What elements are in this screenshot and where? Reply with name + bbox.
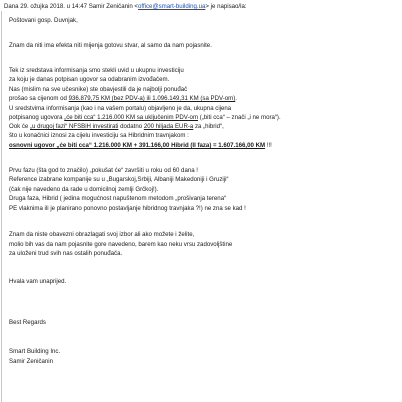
- p2-line-8: što u konačnici iznosi za cijelu investiciju sa Hibridnim travnjakom :: [9, 132, 189, 139]
- offer-price: 936.879,75 KM (bez PDV-a) ili 1.096.149,31 KM (sa PDV-om): [68, 95, 236, 102]
- header-prefix: Dana 29. ožujka 2018. u 14:47 Samir Zeničanin <: [4, 3, 138, 10]
- total-investment: osnovni ugovor „će biti cca“ 1.216.000 KM + 391.166,00 Hibrid (II faza) = 1.607.166,00 KM: [9, 142, 266, 149]
- p2-line-7-post: za „hibrid“,: [193, 123, 224, 130]
- thanks-line: Hvala vam unaprijed.: [9, 278, 67, 285]
- p3-line-2: Reference izabrane kompanije su u „Bugarskoj,Srbiji, Albaniji Makedoniji i Gruziji“: [9, 176, 229, 183]
- hybrid-amount: 200 hiljada EUR-a: [143, 123, 194, 130]
- signature-name: Samir Zeničanin: [9, 358, 54, 365]
- second-phase-text: „u drugoj fazi“ NFSBiH investirati: [30, 123, 119, 130]
- p2-line-6-post: („biti cca“ – znači „i ne mora“).: [198, 114, 281, 121]
- p4-line-3: za uloženi trud svih nas ostalih ponuđača.: [9, 250, 123, 257]
- p2-line-6: [9, 113, 281, 122]
- contract-price: „će biti cca“ 1.216.000 KM sa uključenim PDV-om: [64, 114, 199, 121]
- header-suffix: > je napisao/la:: [205, 3, 247, 10]
- p2-line-1: Tek iz sredstava informisanja smo stekli uvid u ukupnu investiciju: [9, 67, 184, 74]
- p2-line-7-pre: Ook će: [9, 123, 30, 130]
- p2-line-5: U sredstvima informisanja (kao i na vašem portalu) objavljeno je da, ukupna cijena: [9, 105, 232, 112]
- email-header: [4, 2, 247, 11]
- p2-line-7-mid: dodatno: [118, 123, 144, 130]
- p2-line-4: [9, 94, 237, 103]
- p2-line-4-post: .: [235, 95, 237, 102]
- p2-line-7: [9, 122, 224, 131]
- p2-line-6-pre: potpisanog ugovora: [9, 114, 65, 121]
- signature-company: Smart Building Inc.: [9, 348, 61, 355]
- paragraph-intro: Znam da niti ima efekta niti mijenja gotovu stvar, al samo da nam pojasnite.: [9, 42, 212, 49]
- p2-line-3: Nas (mislim na sve učesnike) ste obavjestili da je najbolji ponuđač: [9, 86, 188, 93]
- p2-line-9-tail: !!!: [265, 142, 272, 149]
- regards-line: Best Regards: [9, 319, 46, 326]
- sender-email-link[interactable]: office@smart-building.ua: [137, 3, 206, 10]
- p4-line-1: Znam da niste obavezni obrazlagati svoj izbor ali ako možete i želite,: [9, 231, 195, 238]
- p2-line-2: za koju je danas potpisan ugovor sa odabranim izvođačem.: [9, 76, 170, 83]
- p2-line-4-pre: prošao sa cijenom od: [9, 95, 69, 102]
- p3-line-1: Prvu fazu (šta god to značilo) „pokušat će“ završiti u roku od 60 dana !: [9, 167, 199, 174]
- p3-line-5: PE vlaknima ili je planirano ponovno postavljanje hibridnog travnjaka ?!) ne zna se kad !: [9, 205, 246, 212]
- p2-line-9: [9, 141, 272, 150]
- p4-line-2: molio bih vas da nam pojasnite gore navedeno, barem kao neku vrsu zadovoljštine: [9, 241, 233, 248]
- p3-line-3: (čak nije navedeno da rade u domicilnoj zemlji Grčkoj!).: [9, 186, 159, 193]
- p3-line-4: Druga faza, Hibrid ( jedina mogućnost napuštenom metodom „prošivanja terena“: [9, 195, 227, 202]
- greeting: Poštovani gosp. Duvnjak,: [9, 17, 78, 24]
